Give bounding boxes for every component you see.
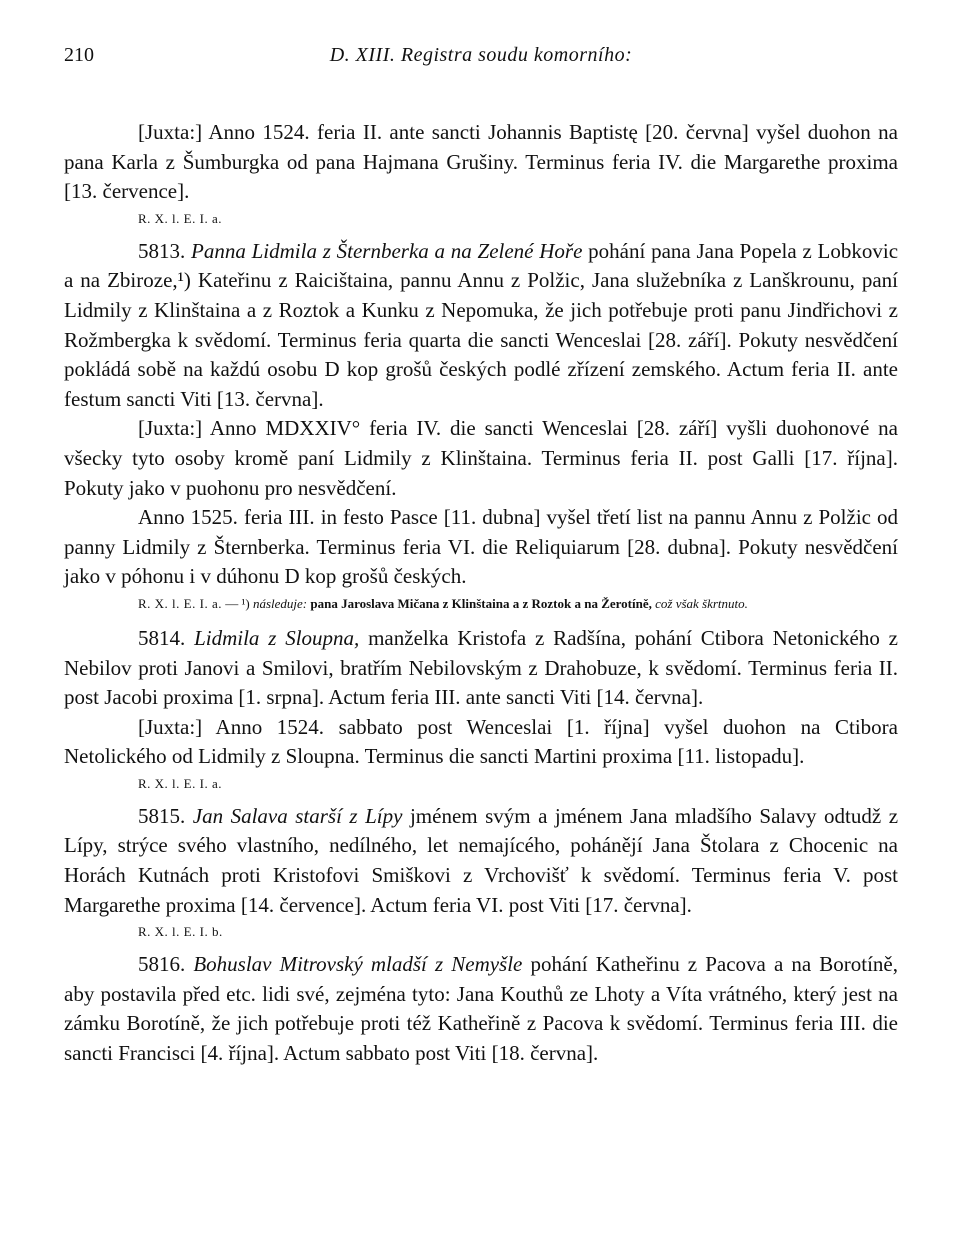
paragraph-text: [Juxta:] Anno MDXXIV° feria IV. die sancti Wenceslai [28. září] vyšli duohonové na všecky tyto osoby kromě paní Lidmily z Klinštaina. Terminus feria II. post Galli [17. října]. Pokuty jako v puohonu pro nesvědčení. [64,416,898,500]
archival-signature: R. X. l. E. I. a. [138,210,222,226]
paragraph [64,624,898,713]
footnote-italic: následuje: [252,595,308,611]
footnote-italic-end: což však škrtnuto. [655,595,748,611]
entry-heading: Lidmila z Sloupna, [194,625,360,650]
paragraph-text: pohání Katheřinu z Pacova a na Borotíně, aby postavila před etc. lidi své, zejména tyto: Jana Kouthů ze Lhoty a Víta vrátného, který jest na zámku Borotíně, že jich potřebuje proti též Katheřině z Pacova k svědomí. Terminus feria III. die sancti Francisci [4. října]. Actum sabbato post Viti [18. června]. [64,952,899,1066]
entry-number: 5814. [138,625,195,650]
paragraph-text: [Juxta:] Anno 1524. feria II. ante sancti Johannis Baptistę [20. června] vyšel duohon na pana Karla z Šumburgka od pana Hajmana Grušiny. Terminus feria IV. die Margarethe proxima [13. července]. [64,120,898,204]
archival-signature: R. X. l. E. I. a. [138,775,222,791]
entry-number: 5816. [138,952,194,977]
paragraph [64,713,898,772]
archival-signature: R. X. l. E. I. b. [138,924,223,940]
page-number: 210 [64,44,94,66]
paragraph [64,503,898,592]
paragraph [64,118,898,207]
paragraph-text: jménem svým a jménem Jana mladšího Salavy odtudž z Lípy, strýce svého vlastního, nedílného, let nemajícého, pohánějí Jana Štolara z Chocenic na Horách Kutnách proti Kristofovi Smiškovi z Vrchovišť k svědomí. Terminus feria V. post Margarethe proxima [14. července]. Actum feria VI. post Viti [17. června]. [64,803,899,917]
paragraph [64,950,898,1068]
paragraph-text: [Juxta:] Anno 1524. sabbato post Wenceslai [1. října] vyšel duohon na Ctibora Netolického od Lidmily z Sloupna. Terminus die sancti Martini proxima [11. listopadu]. [64,714,898,769]
entry-heading: Panna Lidmila z Šternberka a na Zelené Hoře [191,238,583,263]
entry-heading: Jan Salava starší z Lípy [192,803,403,828]
footnote [64,592,898,616]
paragraph-text: manželka Kristofa z Radšína, pohání Ctibora Netonického z Nebilov proti Janovi a Smilovi, bratřím Nebilovským z Drahobuze, k svědomí. Terminus feria II. post Jacobi proxima [1. srpna]. Actum feria III. ante sancti Viti [14. června]. [64,625,898,710]
paragraph-text: pohání pana Jana Popela z Lobkovic a na Zbiroze,¹) Kateřinu z Raicištaina, pannu Annu z Polžic, Jana služebníka z Lanškrounu, paní Lidmily z Klinštaina a z Roztok a Kunku z Nepomuka, že jich potřebuje proti panu Jindřichovi z Rožmbergka k svědomí. Terminus feria quarta die sancti Wenceslai [28. září]. Pokuty nesvědčení pokládá sobě na každú osobu D kop grošů českých podlé zřízení zemského. Actum feria II. ante festum sancti Viti [13. června]. [64,238,899,411]
entry-number: 5815. [138,803,193,828]
paragraph [64,802,898,920]
paragraph [64,237,898,415]
paragraph [64,414,898,503]
entry-heading: Bohuslav Mitrovský mladší z Nemyšle [193,952,523,977]
running-head [64,38,898,78]
footnote-marker: — ¹) [221,595,253,611]
footnote-text: pana Jaroslava Mičana z Klinštaina a z Roztok a na Žerotíně, [307,595,656,611]
document-page [64,38,898,1069]
footnote-signature: R. X. l. E. I. a. [138,595,222,611]
document-body [64,118,898,1069]
running-title: D. XIII. Registra soudu komorního: [329,44,633,66]
paragraph-text: Anno 1525. feria III. in festo Pasce [11. dubna] vyšel třetí list na pannu Annu z Polžic od panny Lidmily z Šternberka. Terminus feria VI. die Reliquiarum [28. dubna]. Pokuty nesvědčení jako v póhonu i v dúhonu D kop grošů českých. [64,505,898,589]
entry-number: 5813. [138,238,192,263]
